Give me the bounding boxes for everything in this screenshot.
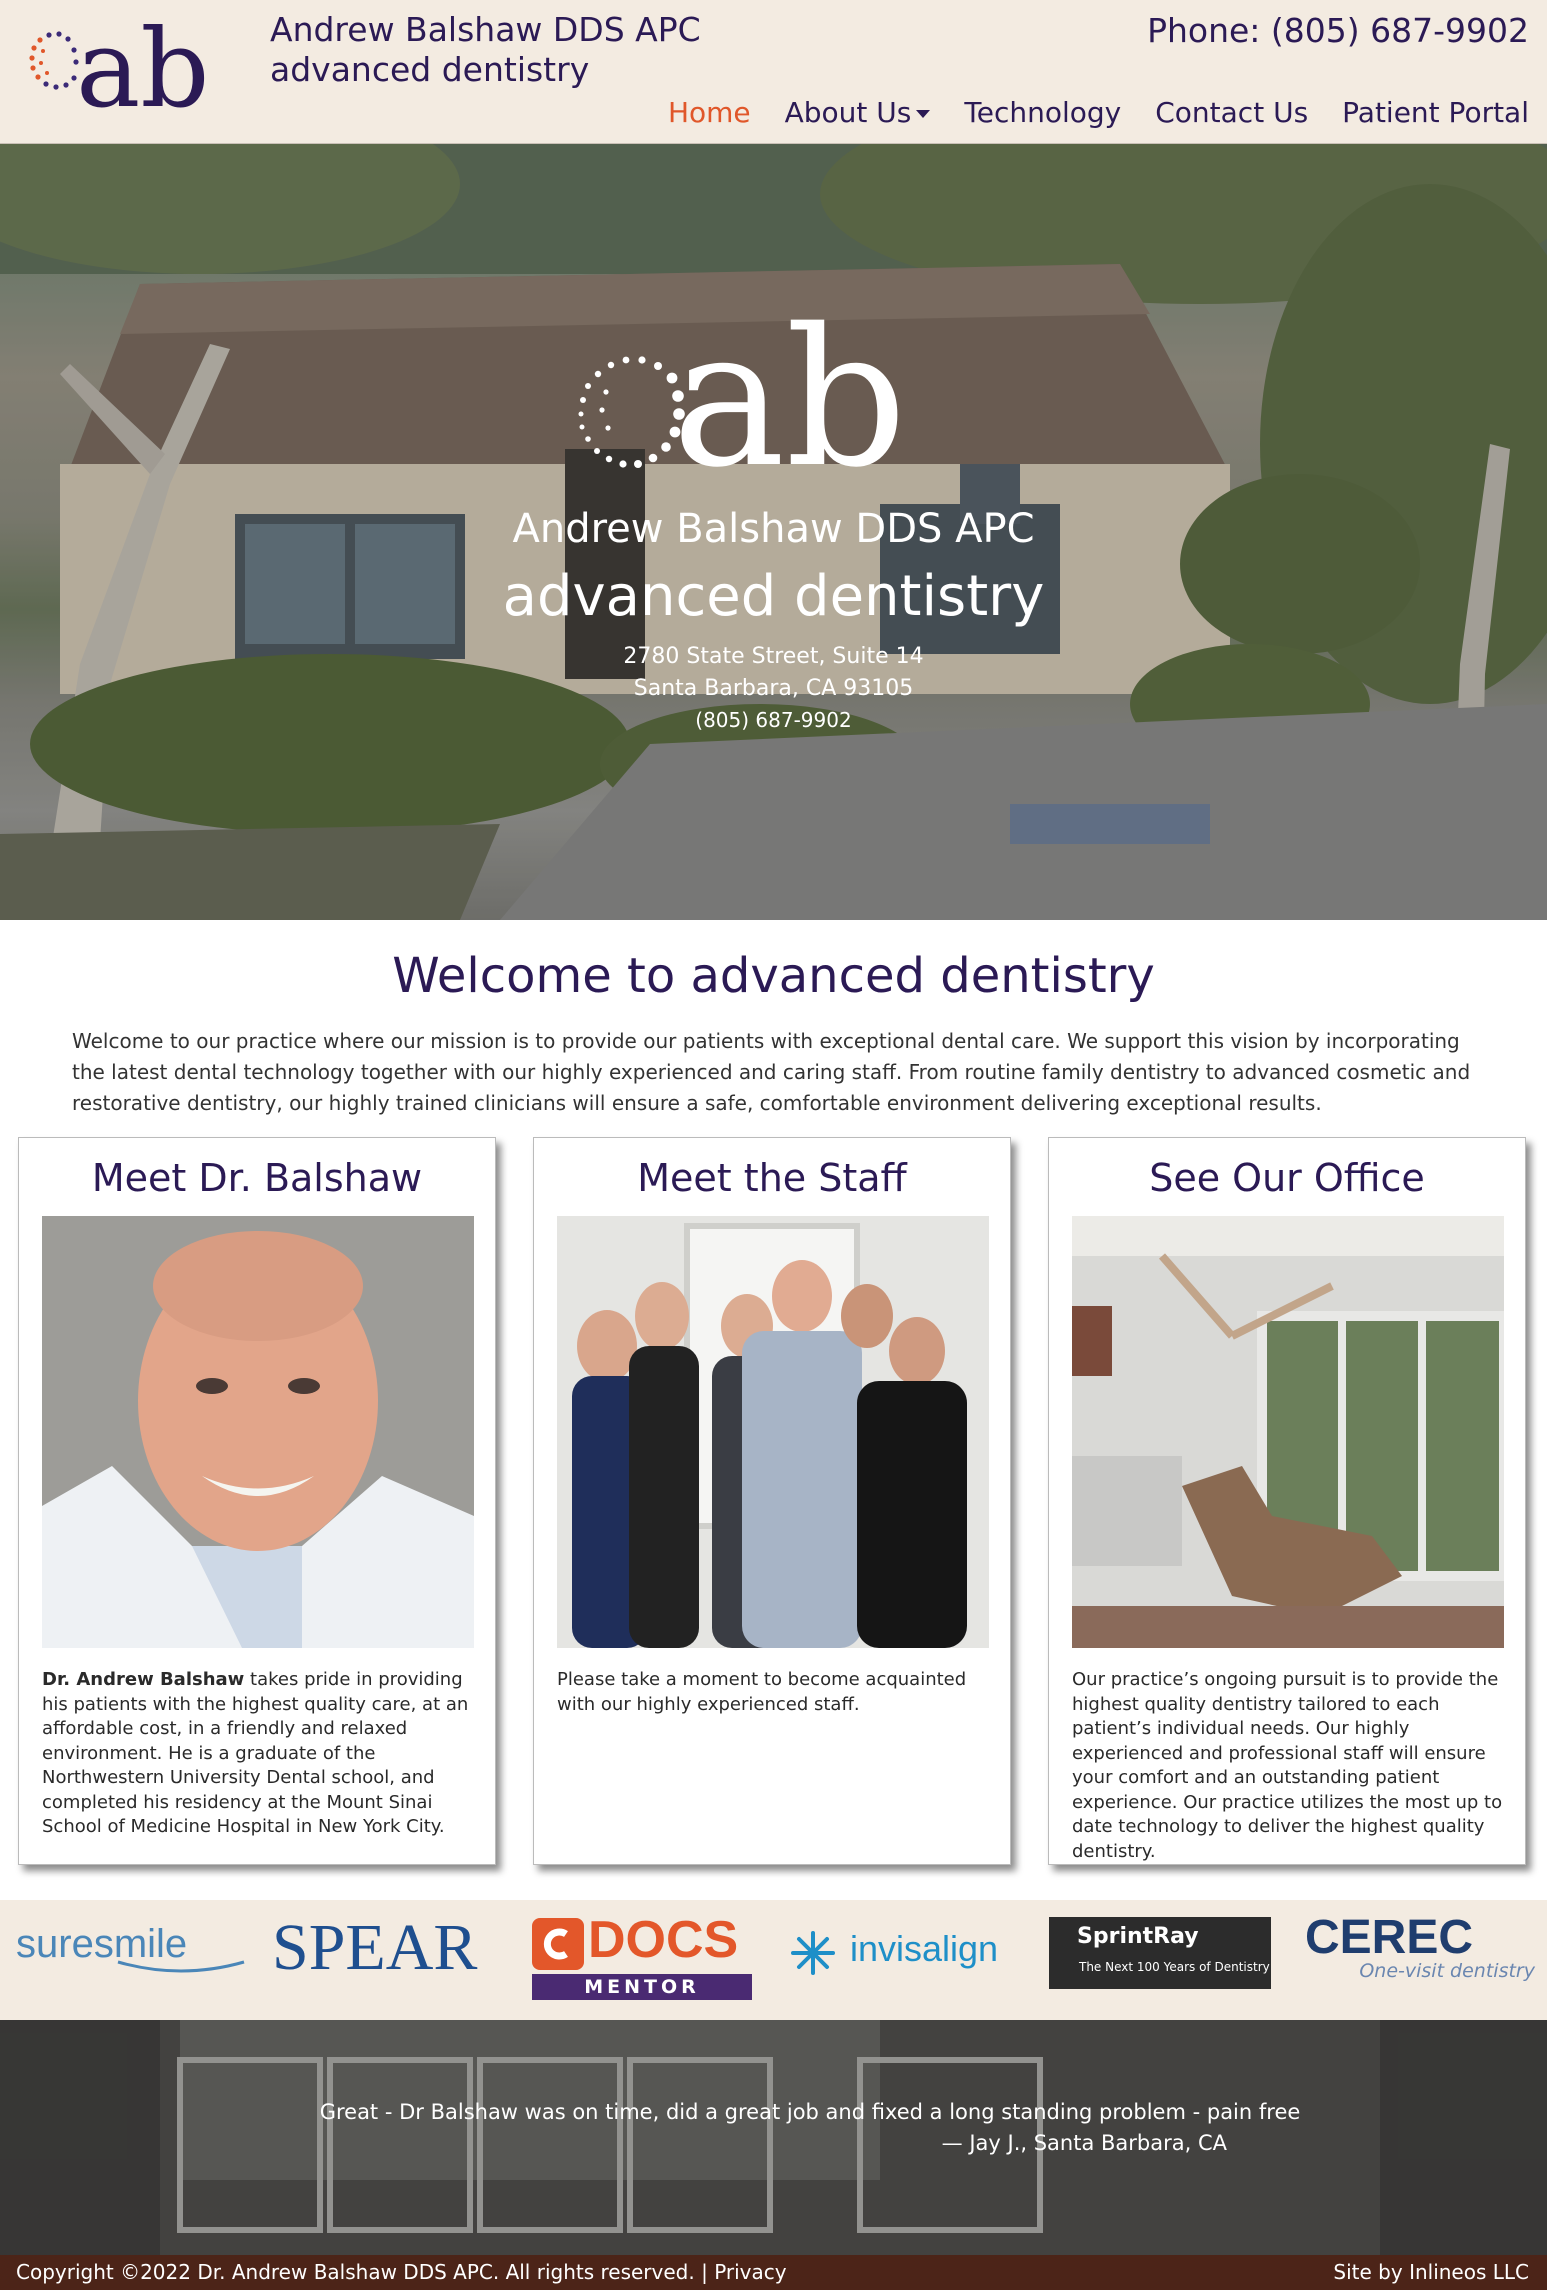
site-footer — [0, 2255, 1547, 2290]
nav-patient-portal[interactable]: Patient Portal — [1342, 96, 1529, 129]
logo[interactable] — [14, 10, 254, 116]
testimonial-section — [0, 2020, 1547, 2255]
invisalign-star-icon — [790, 1930, 836, 1976]
docs-badge-icon — [532, 1918, 584, 1970]
card-text-body: takes pride in providing his patients with the highest quality care, at an affordable cost, in a friendly and relaxed environment. He is a graduate of the Northwestern University Dental school, and completed his residency at the Mount Sinai School of Medicine Hospital in New York City. — [42, 1669, 469, 1837]
card-meet-the-staff[interactable] — [533, 1137, 1011, 1865]
dr-balshaw-photo[interactable] — [42, 1216, 474, 1648]
operatory-image — [1072, 1216, 1504, 1648]
site-credit-link[interactable]: Site by Inlineos LLC — [1333, 2260, 1529, 2284]
card-title[interactable]: Meet the Staff — [637, 1156, 907, 1200]
hero-logo-letters: ab — [672, 314, 907, 509]
chevron-down-icon — [916, 110, 930, 118]
nav-home[interactable]: Home — [667, 96, 751, 129]
hero-address-line2: Santa Barbara, CA 93105 — [633, 676, 914, 701]
cerec-text: CEREC — [1305, 1911, 1474, 1964]
sprintray-tagline: The Next 100 Years of Dentistry — [1079, 1960, 1270, 1974]
card-see-our-office[interactable] — [1048, 1137, 1526, 1865]
card-meet-dr-balshaw[interactable] — [18, 1137, 496, 1865]
hero-practice-name: Andrew Balshaw DDS APC — [512, 506, 1035, 552]
docs-text: DOCS — [588, 1911, 739, 1969]
staff-photo[interactable] — [557, 1216, 989, 1648]
testimonial-quote: Great - Dr Balshaw was on time, did a great job and fixed a long standing problem - pain free — [319, 2100, 1301, 2124]
partner-logos — [0, 1900, 1547, 2020]
welcome-text: Welcome to our practice where our mission is to provide our patients with exceptional dental care. We support this vision by incorporating the latest dental technology together with our highly experienced and caring staff. From routine family dentistry to advanced cosmetic and restorative dentistry, our highly trained clinicians will ensure a safe, comfortable environment delivering exceptional results. — [72, 1029, 1471, 1115]
card-text: Please take a moment to become acquainted with our highly experienced staff. — [557, 1669, 967, 1715]
logo-dots-icon — [29, 31, 78, 89]
brand-name[interactable]: Andrew Balshaw DDS APC — [270, 10, 701, 49]
hero-address-line1: 2780 State Street, Suite 14 — [623, 644, 924, 669]
lobby-background-image — [0, 2020, 1547, 2255]
welcome-title: Welcome to advanced dentistry — [392, 948, 1155, 1004]
copyright-text: Copyright ©2022 Dr. Andrew Balshaw DDS APC. All rights reserved. | — [16, 2260, 715, 2284]
footer-copyright — [16, 2255, 787, 2290]
staff-group-image — [557, 1216, 989, 1648]
hero-banner — [0, 144, 1547, 920]
card-title[interactable]: See Our Office — [1149, 1156, 1425, 1200]
sprintray-text: SprintRay — [1077, 1924, 1199, 1949]
hero-logo-dots-icon — [579, 356, 685, 468]
privacy-link[interactable]: Privacy — [714, 2260, 787, 2284]
nav-contact-us[interactable]: Contact Us — [1155, 96, 1309, 129]
card-text — [42, 1668, 478, 1840]
nav-about-us-label: About Us — [784, 96, 912, 129]
suresmile-logo[interactable] — [16, 1900, 246, 2020]
card-text-bold[interactable]: Dr. Andrew Balshaw — [42, 1669, 245, 1690]
site-header — [0, 0, 1547, 144]
cerec-logo[interactable] — [1305, 1900, 1535, 2020]
main-nav — [668, 92, 1529, 134]
nav-about-us[interactable] — [785, 92, 931, 134]
hero-tagline: advanced dentistry — [502, 564, 1045, 629]
header-phone[interactable]: Phone: (805) 687-9902 — [1147, 11, 1529, 50]
office-photo[interactable] — [1072, 1216, 1504, 1648]
spear-text: SPEAR — [272, 1911, 478, 1984]
invisalign-logo[interactable] — [790, 1900, 1020, 2020]
logo-letters: ab — [76, 10, 210, 116]
cerec-tagline: One-visit dentistry — [1359, 1960, 1535, 1982]
suresmile-text: suresmile — [16, 1922, 188, 1966]
docs-mentor-ribbon: MENTOR — [532, 1974, 752, 2000]
card-text: Our practice’s ongoing pursuit is to provide the highest quality dentistry tailored to each patient’s individual needs. Our highly experienced and professional staff will ensure your comfort and an outstanding patient experience. Our practice utilizes the most up to date technology to deliver the highest quality dentistry. — [1072, 1669, 1503, 1862]
testimonial-author: — Jay J., Santa Barbara, CA — [941, 2131, 1227, 2155]
invisalign-text: invisalign — [850, 1928, 999, 1969]
docs-mentor-logo[interactable] — [532, 1900, 756, 2020]
spear-logo[interactable] — [272, 1900, 502, 2020]
hero-phone[interactable]: (805) 687-9902 — [695, 708, 852, 732]
card-title[interactable]: Meet Dr. Balshaw — [91, 1156, 423, 1200]
nav-technology[interactable]: Technology — [964, 96, 1122, 129]
portrait-image — [42, 1216, 474, 1648]
brand-tagline[interactable]: advanced dentistry — [270, 50, 590, 89]
smile-swoosh-icon — [116, 1958, 246, 1978]
sprintray-logo[interactable] — [1049, 1900, 1271, 2020]
